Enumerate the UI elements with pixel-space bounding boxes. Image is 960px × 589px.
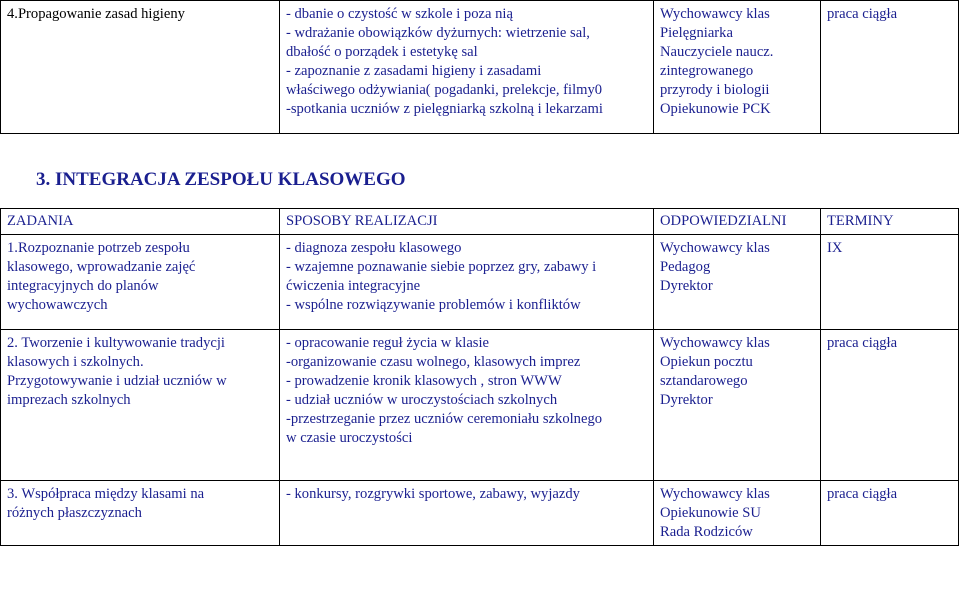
term-cell: praca ciągła — [821, 481, 959, 546]
method-line: - zapoznanie z zasadami higieny i zasadami — [286, 63, 542, 79]
task-cell: 2. Tworzenie i kultywowanie tradycji klasowych i szkolnych. Przygotowywanie i udział uczniów w imprezach szkolnych — [1, 330, 280, 481]
task-cell: 1.Rozpoznanie potrzeb zespołu klasowego, wprowadzanie zajęć integracyjnych do planów wychowawczych — [1, 235, 280, 330]
section-heading: 3. INTEGRACJA ZESPOŁU KLASOWEGO — [36, 169, 406, 190]
methods-cell: - opracowanie reguł życia w klasie -organizowanie czasu wolnego, klasowych imprez - prowadzenie kronik klasowych , stron WWW - udział uczniów w uroczystościach szkolnych -przestrzeganie przez uczniów ceremoniału szkolnego w czasie uroczystości — [280, 330, 654, 481]
methods-cell: - diagnoza zespołu klasowego - wzajemne poznawanie siebie poprzez gry, zabawy i ćwiczenia integracyjne - wspólne rozwiązywanie problemów i konfliktów — [280, 235, 654, 330]
responsible-cell: Wychowawcy klas Opiekun pocztu sztandarowego Dyrektor — [654, 330, 821, 481]
method-line: dbałość o porządek i estetykę sal — [286, 44, 478, 60]
method-line: właściwego odżywiania( pogadanki, prelekcje, filmy0 — [286, 82, 603, 98]
term-cell: praca ciągła — [821, 330, 959, 481]
methods-cell — [280, 1, 654, 134]
term-cell: IX — [821, 235, 959, 330]
term-cell: praca ciągła — [821, 1, 959, 134]
table-row — [1, 330, 959, 481]
table-row — [1, 481, 959, 546]
method-line: - dbanie o czystość w szkole i poza nią — [286, 6, 513, 22]
top-table — [0, 0, 959, 134]
table-row — [1, 235, 959, 330]
responsible-cell: Wychowawcy klas Pedagog Dyrektor — [654, 235, 821, 330]
header-responsible: ODPOWIEDZIALNI — [654, 209, 821, 235]
task-cell: 3. Współpraca między klasami na różnych płaszczyznach — [1, 481, 280, 546]
header-methods: SPOSOBY REALIZACJI — [280, 209, 654, 235]
method-line: - wdrażanie obowiązków dyżurnych: wietrzenie sal, — [286, 25, 590, 41]
responsible-cell: Wychowawcy klas Pielęgniarka Nauczyciele naucz. zintegrowanego przyrody i biologii Opiekunowie PCK — [654, 1, 821, 134]
integration-table — [0, 208, 959, 546]
task-cell: 4.Propagowanie zasad higieny — [1, 1, 280, 134]
responsible-cell: Wychowawcy klas Opiekunowie SU Rada Rodziców — [654, 481, 821, 546]
header-terms: TERMINY — [821, 209, 959, 235]
header-tasks: ZADANIA — [1, 209, 280, 235]
methods-cell: - konkursy, rozgrywki sportowe, zabawy, wyjazdy — [280, 481, 654, 546]
header-row — [1, 209, 959, 235]
method-line: -spotkania uczniów z pielęgniarką szkolną i lekarzami — [286, 101, 603, 117]
table-row — [1, 1, 959, 134]
